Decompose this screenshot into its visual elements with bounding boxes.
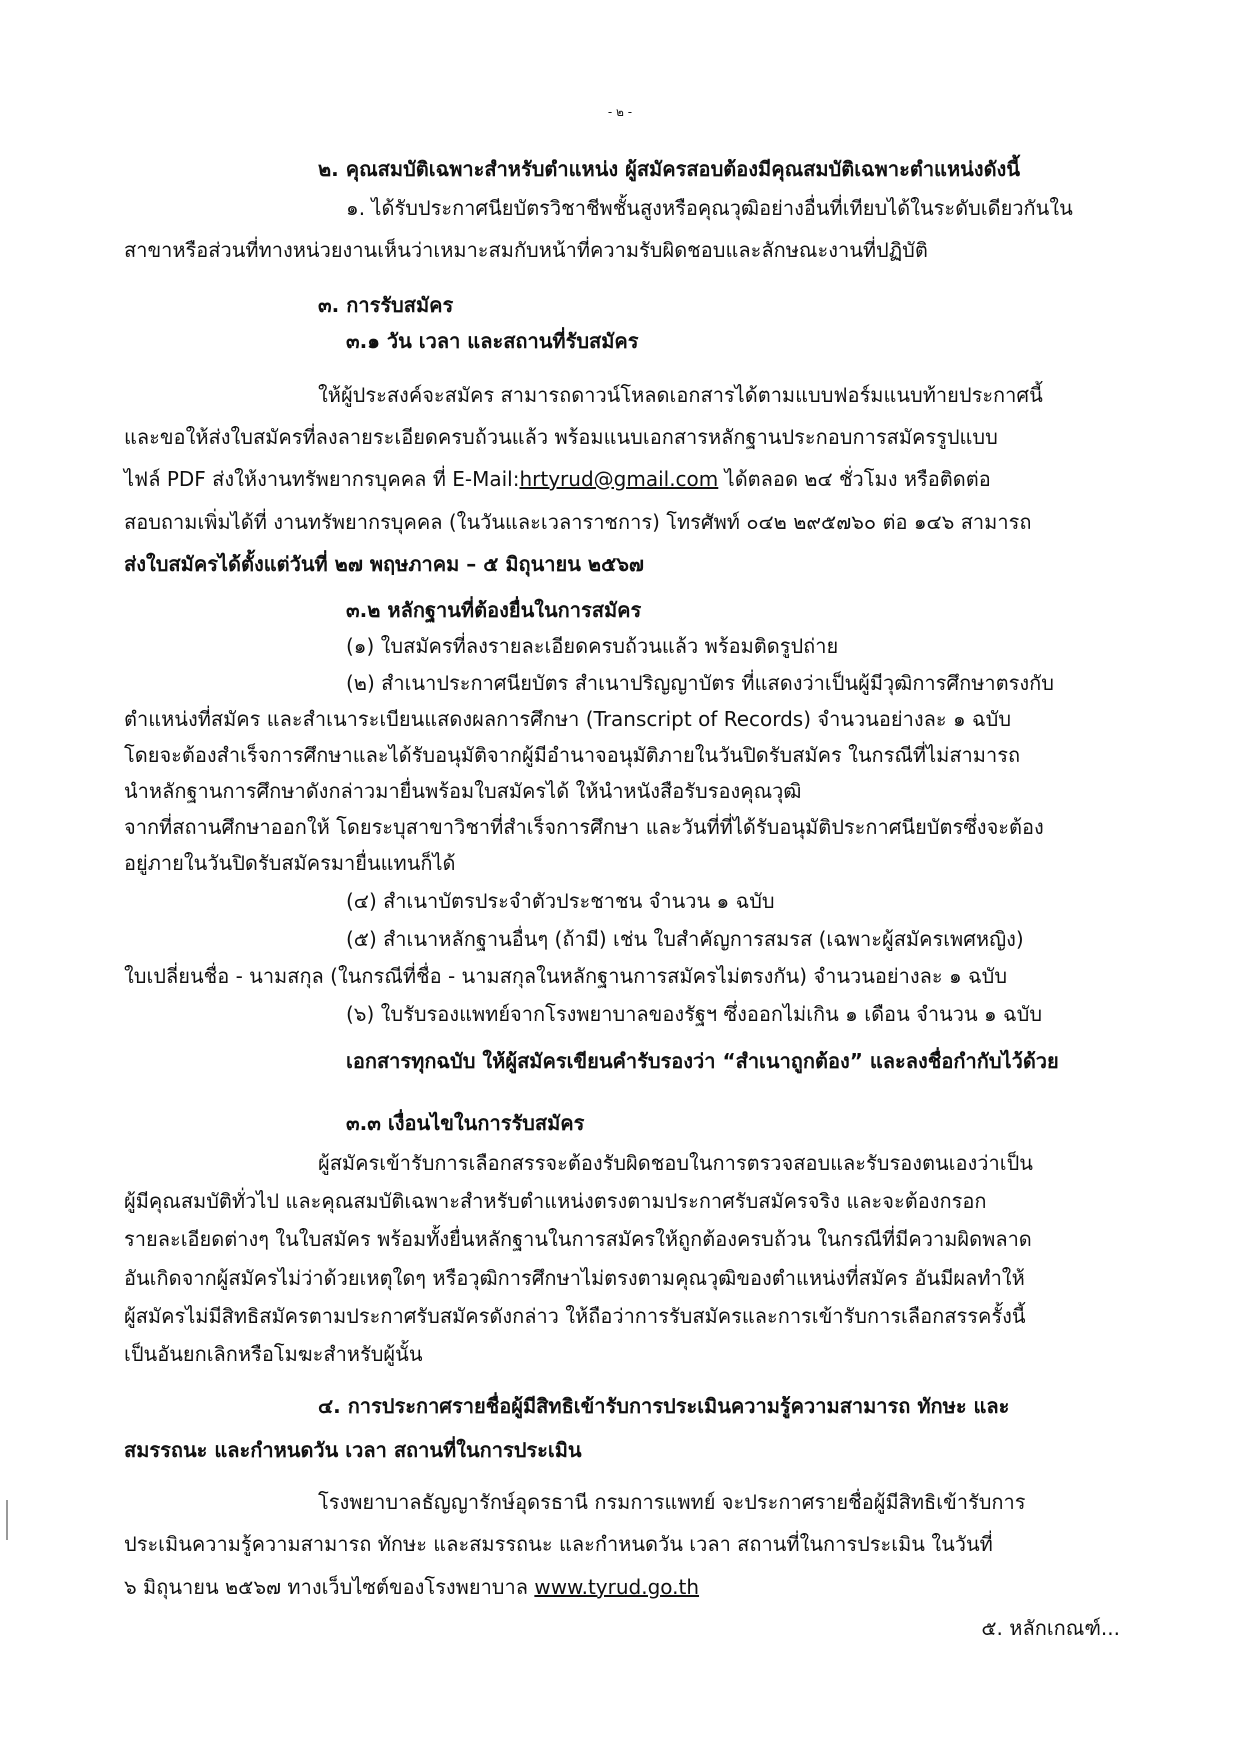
documents-certify-note: เอกสารทุกฉบับ ให้ผู้สมัครเขียนคำรับรองว่า “สำเนาถูกต้อง” และลงชื่อกำกับไว้ด้วย [346,1049,1059,1073]
email-suffix-text: ได้ตลอด ๒๔ ชั่วโมง หรือติดต่อ [718,467,991,491]
doc-item-2-line-6: อยู่ภายในวันปิดรับสมัครมายื่นแทนก็ได้ [124,851,456,875]
email-prefix-text: ไฟล์ PDF ส่งให้งานทรัพยากรบุคคล ที่ E-Mail: [124,467,520,491]
section-3-3-heading: ๓.๓ เงื่อนไขในการรับสมัคร [346,1111,585,1135]
email-link[interactable]: hrtyrud@gmail.com [519,467,719,491]
section-3-2-heading: ๓.๒ หลักฐานที่ต้องยื่นในการสมัคร [346,598,642,622]
doc-item-5-line-1: (๕) สำเนาหลักฐานอื่นๆ (ถ้ามี) เช่น ใบสำคัญการสมรส (เฉพาะผู้สมัครเพศหญิง) [346,927,1024,951]
section-3-3-line-4: อันเกิดจากผู้สมัครไม่ว่าด้วยเหตุใดๆ หรือวุฒิการศึกษาไม่ตรงตามคุณวุฒิของตำแหน่งที่สมัคร อันมีผลทำให้ [124,1266,1025,1290]
section-3-1-line-1: ให้ผู้ประสงค์จะสมัคร สามารถดาวน์โหลดเอกสารได้ตามแบบฟอร์มแนบท้ายประกาศนี้ [318,383,1043,407]
section-4-line-2: ประเมินความรู้ความสามารถ ทักษะ และสมรรถนะ และกำหนดวัน เวลา สถานที่ในการประเมิน ในวันที่ [124,1532,993,1556]
section-3-1-line-4: สอบถามเพิ่มได้ที่ งานทรัพยากรบุคคล (ในวันและเวลาราชการ) โทรศัพท์ ๐๔๒ ๒๙๕๗๖๐ ต่อ ๑๔๖ สามารถ [124,510,1032,534]
doc-item-6: (๖) ใบรับรองแพทย์จากโรงพยาบาลของรัฐฯ ซึ่งออกไม่เกิน ๑ เดือน จำนวน ๑ ฉบับ [346,1002,1043,1026]
section-2-line-2: สาขาหรือส่วนที่ทางหน่วยงานเห็นว่าเหมาะสมกับหน้าที่ความรับผิดชอบและลักษณะงานที่ปฏิบัติ [124,238,928,262]
section-4-heading-line-2: สมรรถนะ และกำหนดวัน เวลา สถานที่ในการประเมิน [124,1438,582,1462]
doc-item-2-line-5: จากที่สถานศึกษาออกให้ โดยระบุสาขาวิชาที่สำเร็จการศึกษา และวันที่ที่ได้รับอนุมัติประกาศนียบัตรซึ่งจะต้อง [124,815,1044,839]
doc-item-1: (๑) ใบสมัครที่ลงรายละเอียดครบถ้วนแล้ว พร้อมติดรูปถ่าย [346,634,839,658]
section-3-heading: ๓. การรับสมัคร [318,293,454,317]
section-4-heading-line-1: ๔. การประกาศรายชื่อผู้มีสิทธิเข้ารับการประเมินความรู้ความสามารถ ทักษะ และ [318,1394,1010,1418]
website-prefix-text: ๖ มิถุนายน ๒๕๖๗ ทางเว็บไซต์ของโรงพยาบาล [124,1575,535,1599]
scan-edge-mark [6,1500,8,1540]
section-2-line-1: ๑. ได้รับประกาศนียบัตรวิชาชีพชั้นสูงหรือคุณวุฒิอย่างอื่นที่เทียบได้ในระดับเดียวกันใน [346,196,1073,220]
section-3-1-line-5: ส่งใบสมัครได้ตั้งแต่วันที่ ๒๗ พฤษภาคม – ๕ มิถุนายน ๒๕๖๗ [124,552,644,576]
doc-item-4: (๔) สำเนาบัตรประจำตัวประชาชน จำนวน ๑ ฉบับ [346,889,775,913]
section-3-1-heading: ๓.๑ วัน เวลา และสถานที่รับสมัคร [346,329,639,353]
section-3-1-line-3 [124,465,991,493]
section-3-3-line-1: ผู้สมัครเข้ารับการเลือกสรรจะต้องรับผิดชอบในการตรวจสอบและรับรองตนเองว่าเป็น [318,1151,1033,1175]
doc-item-2-line-3: โดยจะต้องสำเร็จการศึกษาและได้รับอนุมัติจากผู้มีอำนาจอนุมัติภายในวันปิดรับสมัคร ในกรณีที่ไม่สามารถ [124,743,1021,767]
doc-item-2-line-4: นำหลักฐานการศึกษาดังกล่าวมายื่นพร้อมใบสมัครได้ ให้นำหนังสือรับรองคุณวุฒิ [124,779,802,803]
section-3-3-line-5: ผู้สมัครไม่มีสิทธิสมัครตามประกาศรับสมัครดังกล่าว ให้ถือว่าการรับสมัครและการเข้ารับการเลือกสรรครั้งนี้ [124,1304,1026,1328]
section-4-line-3 [124,1573,699,1601]
section-3-3-line-2: ผู้มีคุณสมบัติทั่วไป และคุณสมบัติเฉพาะสำหรับตำแหน่งตรงตามประกาศรับสมัครจริง และจะต้องกรอก [124,1189,987,1213]
doc-item-2-line-1: (๒) สำเนาประกาศนียบัตร สำเนาปริญญาบัตร ที่แสดงว่าเป็นผู้มีวุฒิการศึกษาตรงกับ [346,671,1054,695]
doc-item-5-line-2: ใบเปลี่ยนชื่อ - นามสกุล (ในกรณีที่ชื่อ - นามสกุลในหลักฐานการสมัครไม่ตรงกัน) จำนวนอย่างละ ๑ ฉบับ [124,964,1008,988]
section-2-heading: ๒. คุณสมบัติเฉพาะสำหรับตำแหน่ง ผู้สมัครสอบต้องมีคุณสมบัติเฉพาะตำแหน่งดังนี้ [318,157,1020,181]
section-3-3-line-6: เป็นอันยกเลิกหรือโมฆะสำหรับผู้นั้น [124,1342,423,1366]
continuation-text: ๕. หลักเกณฑ์... [981,1616,1120,1640]
website-link[interactable]: www.tyrud.go.th [534,1575,700,1599]
page-number: - ๒ - [607,105,633,119]
doc-item-2-line-2: ตำแหน่งที่สมัคร และสำเนาระเบียนแสดงผลการศึกษา (Transcript of Records) จำนวนอย่างละ ๑ ฉบับ [124,707,1012,731]
section-3-3-line-3: รายละเอียดต่างๆ ในใบสมัคร พร้อมทั้งยื่นหลักฐานในการสมัครให้ถูกต้องครบถ้วน ในกรณีที่มีความผิดพลาด [124,1227,1032,1251]
section-3-1-line-2: และขอให้ส่งใบสมัครที่ลงลายระเอียดครบถ้วนแล้ว พร้อมแนบเอกสารหลักฐานประกอบการสมัครรูปแบบ [124,425,998,449]
section-4-line-1: โรงพยาบาลธัญญารักษ์อุดรธานี กรมการแพทย์ จะประกาศรายชื่อผู้มีสิทธิเข้ารับการ [318,1490,1026,1514]
